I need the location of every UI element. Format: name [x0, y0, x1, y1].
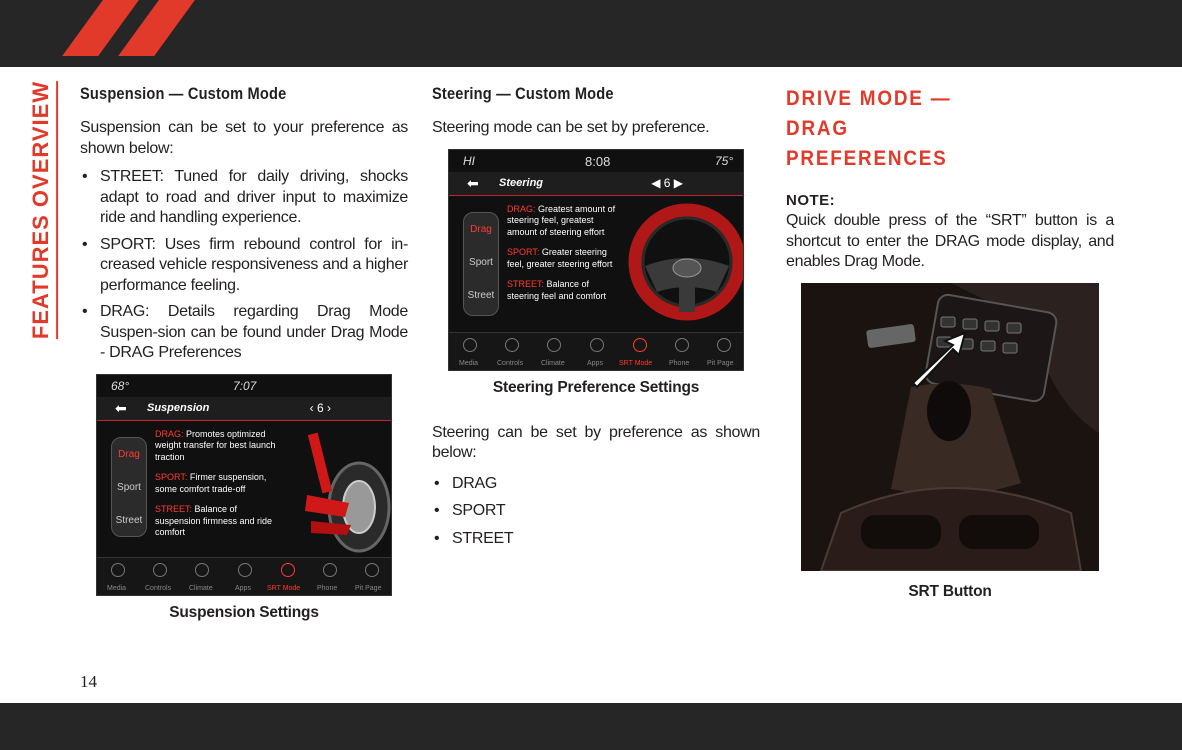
back-arrow-icon: ⬅	[467, 174, 479, 191]
temperature-readout: 75°	[715, 153, 734, 168]
steering-heading: Steering — Custom Mode	[432, 84, 614, 103]
shifter-console-illustration	[801, 283, 1099, 571]
steering-intro: Steering mode can be set by preference.	[432, 119, 710, 136]
screen-title: Suspension	[147, 401, 210, 414]
page-number: 14	[80, 672, 97, 691]
mode-descriptions: DRAG: Promotes optimized weight transfer for best launch traction SPORT: Firmer suspension, some comfort trade-off STREET: Balance of suspension firmness and ride comfort	[155, 428, 276, 537]
steering-bullets	[432, 474, 760, 550]
mode-street: Street	[467, 289, 495, 301]
mode-descriptions: DRAG: Greatest amount of steering feel, greatest amount of steering effort SPORT: Greater steering feel, greater steering effort STREET: Balance of steering feel and comfort	[507, 203, 616, 301]
side-tab-label: FEATURES OVERVIEW	[28, 81, 58, 339]
back-arrow-icon: ⬅	[115, 399, 127, 416]
suspension-bullets	[80, 167, 408, 364]
steering-caption: Steering Preference Settings	[492, 378, 700, 396]
srt-button-caption: SRT Button	[908, 582, 992, 600]
note-label: NOTE:	[786, 192, 836, 209]
mode-sport: Sport	[469, 256, 493, 268]
list-item: • STREET: Tuned for daily driving, shocks adapt to road and driver input to maximize ride and handling experience.	[80, 167, 408, 229]
steering-wheel-illustration	[621, 202, 743, 322]
screen-nav-bar: Media Controls Climate Apps SRT Mode Phone Pit Page	[97, 557, 391, 595]
suspension-column	[80, 84, 408, 622]
top-bar	[0, 0, 1182, 67]
mode-selector	[111, 437, 147, 537]
screen-title-bar	[97, 397, 391, 421]
page-indicator: ‹ 6 ›	[309, 400, 331, 415]
bottom-bar	[0, 703, 1182, 750]
section-side-tab	[28, 80, 58, 340]
temperature-readout: 68°	[111, 378, 130, 393]
mode-sport: Sport	[117, 481, 141, 493]
mode-street: Street	[115, 514, 143, 526]
note-text: Quick double press of the “SRT” button is a shortcut to enter the DRAG mode display, and enables Drag Mode.	[786, 212, 1114, 270]
clock-readout: 7:07	[233, 378, 257, 393]
suspension-heading: Suspension — Custom Mode	[80, 84, 287, 103]
steering-screen-image	[448, 149, 744, 371]
suspension-intro: Suspension can be set to your preference as shown below:	[80, 119, 408, 157]
drive-mode-column	[786, 84, 1114, 601]
screen-nav-bar: Media Controls Climate Apps SRT Mode Phone Pit Page	[449, 332, 743, 370]
screen-title-bar	[449, 172, 743, 196]
srt-button-photo	[801, 283, 1099, 571]
suspension-illustration	[287, 425, 391, 555]
screen-status-bar	[97, 375, 391, 397]
mode-drag: Drag	[118, 448, 140, 460]
list-item: • SPORT: Uses firm rebound control for in-creased vehicle responsiveness and a higher performance feeling.	[80, 235, 408, 297]
mode-selector	[463, 212, 499, 316]
list-item: • DRAG	[432, 474, 760, 495]
clock-readout: 8:08	[585, 153, 611, 169]
screen-status-bar	[449, 150, 743, 172]
suspension-caption: Suspension Settings	[169, 603, 319, 621]
list-item: • SPORT	[432, 501, 760, 522]
suspension-screen-image	[96, 374, 392, 596]
steering-body: Steering can be set by preference as shown below:	[432, 423, 760, 461]
list-item: • STREET	[432, 529, 760, 550]
list-item: • DRAG: Details regarding Drag Mode Suspen-sion can be found under Drag Mode - DRAG Preferences	[80, 302, 408, 364]
screen-title: Steering	[499, 176, 544, 189]
drive-mode-heading: DRIVE MODE — DRAG PREFERENCES	[786, 87, 952, 170]
temperature-readout: HI	[463, 153, 475, 168]
page-indicator: ◀ 6 ▶	[651, 175, 683, 190]
mode-drag: Drag	[470, 223, 492, 235]
steering-column	[432, 84, 760, 556]
